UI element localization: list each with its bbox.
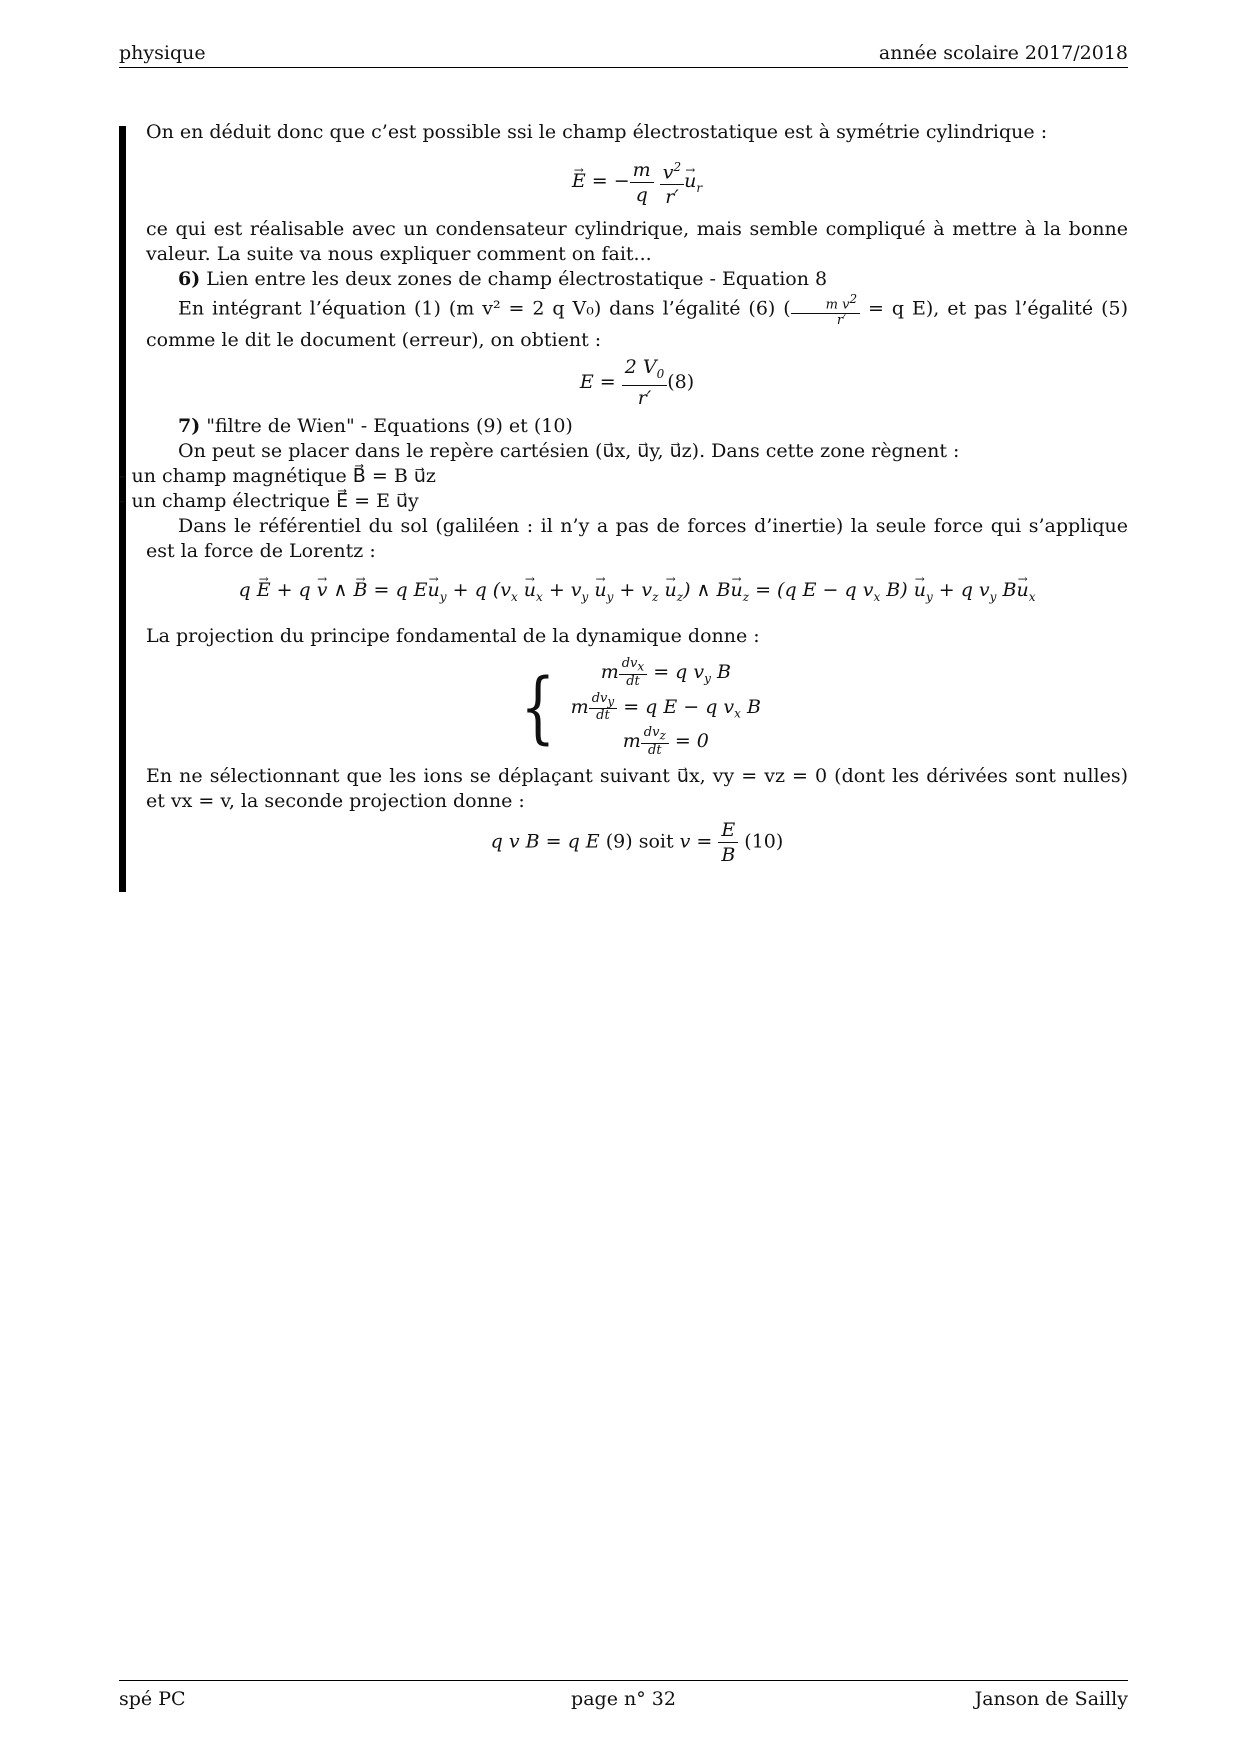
section-6-title: Lien entre les deux zones de champ électrostatique - Equation 8: [206, 268, 828, 291]
system-row-y: m $\frac{dv_y}{dt}$ = q E − q $v_x$ B: [570, 690, 761, 724]
paragraph-cartesian: On peut se placer dans le repère cartésien (u⃗x, u⃗y, u⃗z). Dans cette zone règnent :: [178, 440, 960, 463]
left-brace: {: [520, 662, 556, 753]
equation-wien-filter: q v B = q E (9) soit v = $\frac{E}{B}$ (10): [490, 819, 784, 867]
dynamics-equation-system: [146, 657, 1128, 758]
section-7-title: "filtre de Wien" - Equations (9) et (10): [206, 415, 573, 438]
footer-school: Janson de Sailly: [974, 1688, 1128, 1710]
section-6-heading: [146, 267, 1128, 292]
section-7-number: 7): [178, 415, 201, 438]
equation-field: → E = − $\frac{m}{q}$ $\frac{v^2}{r'}$ → $u_r$: [146, 155, 1128, 209]
equation-8: E = $\frac{2 V_0}{r'}$ (8): [579, 355, 695, 410]
paragraph-condenser: ce qui est réalisable avec un condensateur cylindrique, mais semble compliqué à mettre à la bonne valeur. La suite va nous expliquer comment on fait...: [146, 218, 1128, 266]
paragraph-integration: [146, 292, 1128, 352]
equation-lorentz-force: q → E + q → v ∧ → B = q $E\to u_y + q$ $(v_x \to u_x + v_y \to u_y + v_z \to u_z)$ ∧ $B\to u_z = (q$ E − q $v_x$ $B) \to u_y + q$ $v_y$ $B\to u_x$: [146, 578, 1128, 610]
system-row-z: m $\frac{dv_z}{dt}$ = 0: [622, 725, 709, 759]
system-row-x: m $\frac{dv_x}{dt}$ = q $v_y$ B: [600, 656, 731, 689]
header-school-year: année scolaire 2017/2018: [878, 42, 1128, 64]
section-6-number: 6): [178, 268, 201, 291]
list-item-magnetic-field: - un champ magnétique B⃗ = B u⃗z: [119, 465, 436, 488]
section-7-heading: [146, 414, 1128, 439]
inline-fraction: $\frac{m v^2}{r'}$: [791, 292, 860, 327]
page-footer: [119, 1688, 1128, 1710]
header-rule: [119, 67, 1128, 68]
list-item-electric-field: - un champ électrique E⃗ = E u⃗y: [119, 490, 419, 513]
page-header: [119, 42, 1128, 64]
header-subject: physique: [119, 42, 206, 64]
footer-rule: [119, 1680, 1128, 1681]
paragraph-integration-part1: En intégrant l’équation (1) (m v² = 2 q V₀) dans l’égalité (6) (: [178, 297, 791, 320]
paragraph-cylindrical-symmetry: On en déduit donc que c’est possible ssi le champ électrostatique est à symétrie cylindrique :: [146, 121, 1048, 143]
paragraph-integration-part2: = q E), et pas l’égalité (5) comme le dit le document (erreur), on obtient :: [146, 297, 1128, 351]
footer-page-number: page n° 32: [571, 1688, 676, 1710]
paragraph-selection: En ne sélectionnant que les ions se déplaçant suivant u⃗x, vy = vz = 0 (dont les dérivées sont nulles) et vx = v, la seconde projection donne :: [146, 765, 1128, 813]
paragraph-lorentz: Dans le référentiel du sol (galiléen : il n’y a pas de forces d’inertie) la seule force qui s’applique est la force de Lorentz :: [146, 515, 1128, 563]
footer-class: spé PC: [119, 1688, 186, 1710]
page-body: [119, 120, 1128, 867]
paragraph-projection: La projection du principe fondamental de la dynamique donne :: [146, 625, 760, 648]
